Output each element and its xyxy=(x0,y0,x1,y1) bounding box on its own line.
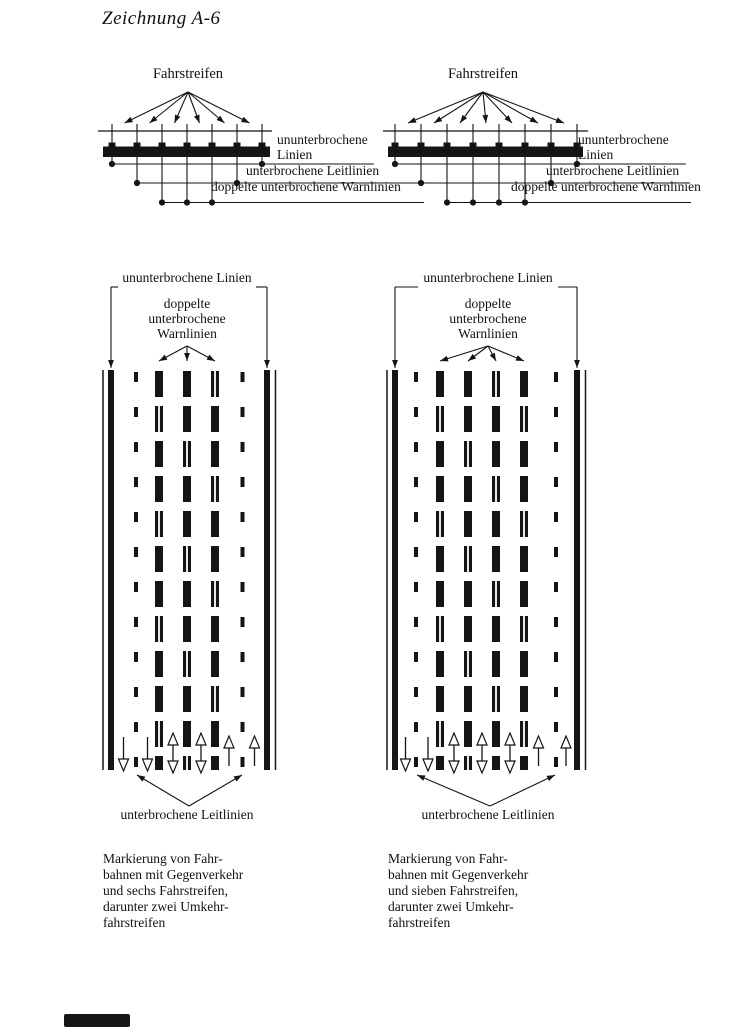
warning-line-dash xyxy=(155,371,163,397)
plan-warn-line2: unterbrochene xyxy=(148,311,226,326)
warning-line-dash xyxy=(520,651,528,677)
guide-line-dash xyxy=(241,547,245,557)
open-arrowhead xyxy=(168,733,178,745)
warn-lines-label-right: doppelte unterbrochene Warnlinien xyxy=(511,179,701,194)
warning-line-gap xyxy=(439,616,441,642)
guide-line-dash xyxy=(241,372,245,382)
warning-line-dash xyxy=(464,581,472,607)
traffic-arrow-up xyxy=(224,736,234,766)
warning-line-dash xyxy=(211,441,219,467)
guide-line-dash xyxy=(241,687,245,697)
warning-line-dash xyxy=(436,441,444,467)
plan-warn-line2: unterbrochene xyxy=(449,311,527,326)
open-arrowhead xyxy=(168,761,178,773)
plan-warn-label-right xyxy=(449,296,526,341)
guide-line-dash xyxy=(134,652,138,662)
warning-line-gap xyxy=(495,581,497,607)
guide-line-dash xyxy=(241,652,245,662)
traffic-arrow-both xyxy=(196,733,206,773)
edge-solid-line xyxy=(574,370,580,770)
traffic-arrow-up xyxy=(534,736,544,766)
warning-line-gap xyxy=(214,581,216,607)
guide-line-dash xyxy=(134,372,138,382)
warning-line-dash xyxy=(183,616,191,642)
guide-line-dash xyxy=(414,757,418,767)
warning-line-dash xyxy=(183,476,191,502)
guide-line-dash xyxy=(414,652,418,662)
lane-pointer-head xyxy=(241,117,249,123)
warn-lines-label-left: doppelte unterbrochene Warnlinien xyxy=(211,179,401,194)
edge-solid-line xyxy=(108,370,114,770)
guide-line-dash xyxy=(414,372,418,382)
warning-line-gap xyxy=(214,476,216,502)
guide-line-dash xyxy=(554,617,558,627)
warning-line-dash xyxy=(436,476,444,502)
guide-line-pointer xyxy=(490,775,555,806)
guide-line-pointer-head xyxy=(137,775,145,782)
guide-lines-label-left: unterbrochene Leitlinien xyxy=(246,163,380,178)
warning-line-dash xyxy=(492,616,500,642)
warning-line-gap xyxy=(158,406,160,432)
warning-line-dash xyxy=(155,581,163,607)
warning-line-dash xyxy=(155,756,163,770)
open-arrowhead xyxy=(401,759,411,771)
edge-solid-line xyxy=(264,370,270,770)
plan-warn-line3: Warnlinien xyxy=(157,326,217,341)
plan-solid-label-left: ununterbrochene Linien xyxy=(122,270,252,285)
guide-line-dash xyxy=(414,477,418,487)
edge-thin-line xyxy=(386,370,388,770)
guide-line-dash xyxy=(414,617,418,627)
warning-line-gap xyxy=(439,406,441,432)
traffic-arrow-up xyxy=(561,736,571,766)
warning-line-dash xyxy=(436,651,444,677)
open-arrowhead xyxy=(196,733,206,745)
warning-line-gap xyxy=(467,546,469,572)
open-arrowhead xyxy=(505,761,515,773)
caption-left xyxy=(103,851,243,931)
warning-line-dash xyxy=(183,686,191,712)
caption-line: und sieben Fahrstreifen, xyxy=(388,883,519,898)
solid-line-pointer-head xyxy=(574,360,580,368)
warning-line-dash xyxy=(436,581,444,607)
open-arrowhead xyxy=(477,733,487,745)
open-arrowhead xyxy=(250,736,260,748)
guide-line-dash xyxy=(554,582,558,592)
guide-line-dash xyxy=(554,372,558,382)
warning-line-dash xyxy=(211,721,219,747)
caption-line: Markierung von Fahr- xyxy=(103,851,223,866)
warning-line-dash xyxy=(464,406,472,432)
warning-line-dash xyxy=(211,651,219,677)
lane-pointer-head xyxy=(175,115,181,123)
caption-line: fahrstreifen xyxy=(388,915,451,930)
warning-line-gap xyxy=(467,651,469,677)
warning-line-dash xyxy=(436,546,444,572)
guide-line-pointer xyxy=(417,775,490,806)
warning-line-gap xyxy=(186,651,188,677)
warn-line-pointer-head xyxy=(440,356,449,362)
lane-pointer-head xyxy=(434,116,442,123)
warning-line-dash xyxy=(492,406,500,432)
open-arrowhead xyxy=(449,733,459,745)
warning-line-dash xyxy=(211,756,219,770)
lane-pointer-head xyxy=(482,115,488,123)
warning-line-dash xyxy=(464,476,472,502)
plan-warn-line1: doppelte xyxy=(163,296,211,311)
warning-line-dash xyxy=(520,546,528,572)
warning-line-dash xyxy=(520,686,528,712)
guide-line-dash xyxy=(414,687,418,697)
edge-thin-line xyxy=(275,370,277,770)
edge-thin-line xyxy=(102,370,104,770)
warning-line-gap xyxy=(495,371,497,397)
guide-line-dash xyxy=(554,512,558,522)
edge-thin-line xyxy=(585,370,587,770)
guide-line-dash xyxy=(554,407,558,417)
plan-guide-label-left: unterbrochene Leitlinien xyxy=(120,807,254,822)
open-arrowhead xyxy=(534,736,544,748)
guide-lines-label-right: unterbrochene Leitlinien xyxy=(546,163,680,178)
warn-line-pointer-head xyxy=(468,354,476,361)
guide-line-dash xyxy=(241,617,245,627)
guide-line-dash xyxy=(134,547,138,557)
warning-line-gap xyxy=(495,686,497,712)
solid-line-pointer-head xyxy=(108,360,114,368)
warning-line-gap xyxy=(214,371,216,397)
lane-pointer-head xyxy=(194,114,200,123)
solid-lines-label-line2: Linien xyxy=(578,146,614,162)
traffic-arrow-down xyxy=(119,737,129,771)
guide-line-dash xyxy=(134,722,138,732)
plan-warn-label-left xyxy=(148,296,225,341)
warning-line-dash xyxy=(155,441,163,467)
warning-line-gap xyxy=(439,511,441,537)
guide-line-dash xyxy=(554,547,558,557)
warning-line-dash xyxy=(211,616,219,642)
guide-line-dash xyxy=(414,407,418,417)
guide-line-pointer-head xyxy=(417,775,425,781)
warning-line-dash xyxy=(183,721,191,747)
solid-lines-label-line1: ununterbrochene xyxy=(578,132,669,147)
guide-line-pointer xyxy=(189,775,242,806)
guide-line-dash xyxy=(554,652,558,662)
warn-line-pointer-head xyxy=(207,355,215,361)
open-arrowhead xyxy=(505,733,515,745)
warning-line-dash xyxy=(436,371,444,397)
lane-pointer-label-right: Fahrstreifen xyxy=(447,66,519,82)
solid-lines-label-right xyxy=(578,133,669,162)
road-plan-right xyxy=(386,287,586,806)
warning-line-dash xyxy=(492,721,500,747)
warning-line-dash xyxy=(492,651,500,677)
warn-line-pointer-head xyxy=(184,353,190,361)
warn-line-pointer-head xyxy=(159,355,167,361)
warning-line-dash xyxy=(492,756,500,770)
guide-line-dash xyxy=(414,512,418,522)
guide-line-dash xyxy=(554,442,558,452)
caption-line: bahnen mit Gegenverkehr xyxy=(103,867,244,882)
plan-solid-label-right: ununterbrochene Linien xyxy=(423,270,553,285)
lane-pointer xyxy=(434,92,483,123)
caption-line: fahrstreifen xyxy=(103,915,166,930)
warning-line-dash xyxy=(211,546,219,572)
warning-line-gap xyxy=(467,441,469,467)
warning-line-dash xyxy=(492,546,500,572)
guide-line-dash xyxy=(134,757,138,767)
lane-pointer xyxy=(483,92,564,123)
guide-line-dash xyxy=(134,442,138,452)
warning-line-dash xyxy=(520,441,528,467)
warning-line-dash xyxy=(155,546,163,572)
open-arrowhead xyxy=(196,761,206,773)
warning-line-gap xyxy=(186,756,188,770)
caption-right xyxy=(388,851,528,931)
warning-line-dash xyxy=(183,406,191,432)
guide-line-dash xyxy=(241,757,245,767)
warning-line-dash xyxy=(520,476,528,502)
guide-line-dash xyxy=(414,442,418,452)
caption-line: bahnen mit Gegenverkehr xyxy=(388,867,529,882)
warning-line-gap xyxy=(186,441,188,467)
warning-line-gap xyxy=(523,406,525,432)
traffic-arrow-both xyxy=(168,733,178,773)
warning-line-dash xyxy=(464,721,472,747)
guide-line-dash xyxy=(414,547,418,557)
lane-pointer-head xyxy=(460,115,467,123)
warning-line-dash xyxy=(155,651,163,677)
caption-line: darunter zwei Umkehr- xyxy=(388,899,514,914)
page-title: Zeichnung A-6 xyxy=(102,8,221,29)
warning-line-dash xyxy=(436,686,444,712)
open-arrowhead xyxy=(561,736,571,748)
lane-pointer-head xyxy=(530,117,538,123)
warning-line-gap xyxy=(158,511,160,537)
road-plan-left xyxy=(102,287,276,806)
guide-line-dash xyxy=(241,442,245,452)
guide-line-dash xyxy=(241,722,245,732)
traffic-arrow-up xyxy=(250,736,260,766)
warning-line-dash xyxy=(520,581,528,607)
solid-line-pointer-head xyxy=(264,360,270,368)
guide-line-dash xyxy=(554,722,558,732)
plan-warn-line1: doppelte xyxy=(464,296,512,311)
road-cross-bar xyxy=(388,147,583,158)
warn-line-pointer-head xyxy=(516,355,525,361)
warning-line-dash xyxy=(155,476,163,502)
warning-line-dash xyxy=(183,371,191,397)
guide-line-dash xyxy=(241,477,245,487)
open-arrowhead xyxy=(224,736,234,748)
warning-line-dash xyxy=(183,581,191,607)
warning-line-dash xyxy=(520,371,528,397)
guide-line-dash xyxy=(241,407,245,417)
warning-line-dash xyxy=(464,371,472,397)
lane-pointer-head xyxy=(555,117,564,123)
warning-line-dash xyxy=(155,686,163,712)
open-arrowhead xyxy=(423,759,433,771)
warning-line-gap xyxy=(523,616,525,642)
warning-line-dash xyxy=(464,511,472,537)
guide-line-dash xyxy=(554,477,558,487)
warning-line-gap xyxy=(523,511,525,537)
guide-line-dash xyxy=(134,477,138,487)
open-arrowhead xyxy=(119,759,129,771)
edge-solid-line xyxy=(392,370,398,770)
guide-line-dash xyxy=(414,722,418,732)
solid-lines-label-line2: Linien xyxy=(277,146,313,162)
guide-line-pointer-head xyxy=(234,775,242,782)
guide-line-dash xyxy=(241,582,245,592)
traffic-arrow-both xyxy=(477,733,487,773)
warn-line-pointer-head xyxy=(490,353,496,361)
open-arrowhead xyxy=(449,761,459,773)
open-arrowhead xyxy=(143,759,153,771)
guide-line-pointer-head xyxy=(547,775,555,781)
open-arrowhead xyxy=(477,761,487,773)
guide-line-pointer xyxy=(137,775,189,806)
warning-line-dash xyxy=(464,686,472,712)
warning-line-gap xyxy=(495,476,497,502)
warning-line-gap xyxy=(214,686,216,712)
warning-line-dash xyxy=(520,756,528,770)
lane-pointer-head xyxy=(125,117,133,123)
guide-line-dash xyxy=(134,687,138,697)
plan-guide-label-right: unterbrochene Leitlinien xyxy=(421,807,555,822)
solid-line-pointer-head xyxy=(392,360,398,368)
lane-pointer xyxy=(483,92,538,123)
scan-artifact-bar xyxy=(64,1014,130,1027)
plan-warn-line3: Warnlinien xyxy=(458,326,518,341)
guide-line-dash xyxy=(241,512,245,522)
warning-line-dash xyxy=(211,406,219,432)
solid-lines-label-left xyxy=(277,133,368,162)
guide-line-dash xyxy=(134,407,138,417)
traffic-arrow-down xyxy=(423,737,433,771)
caption-line: darunter zwei Umkehr- xyxy=(103,899,229,914)
warning-line-dash xyxy=(492,441,500,467)
warning-line-dash xyxy=(492,511,500,537)
guide-line-dash xyxy=(414,582,418,592)
traffic-arrow-both xyxy=(505,733,515,773)
warning-line-gap xyxy=(439,721,441,747)
traffic-arrow-down xyxy=(143,737,153,771)
traffic-arrow-both xyxy=(449,733,459,773)
lane-pointer-head xyxy=(408,117,417,123)
warning-line-gap xyxy=(158,721,160,747)
guide-line-dash xyxy=(134,582,138,592)
warning-line-dash xyxy=(436,756,444,770)
guide-line-dash xyxy=(554,757,558,767)
caption-line: Markierung von Fahr- xyxy=(388,851,508,866)
caption-line: und sechs Fahrstreifen, xyxy=(103,883,228,898)
warning-line-dash xyxy=(183,511,191,537)
warning-line-dash xyxy=(464,616,472,642)
lane-pointer-label-left: Fahrstreifen xyxy=(152,66,224,82)
warning-line-gap xyxy=(186,546,188,572)
warning-line-dash xyxy=(211,511,219,537)
traffic-arrow-down xyxy=(401,737,411,771)
solid-lines-label-line1: ununterbrochene xyxy=(277,132,368,147)
guide-line-dash xyxy=(134,512,138,522)
guide-line-dash xyxy=(554,687,558,697)
warning-line-gap xyxy=(523,721,525,747)
guide-line-dash xyxy=(134,617,138,627)
warning-line-gap xyxy=(158,616,160,642)
warning-line-gap xyxy=(467,756,469,770)
